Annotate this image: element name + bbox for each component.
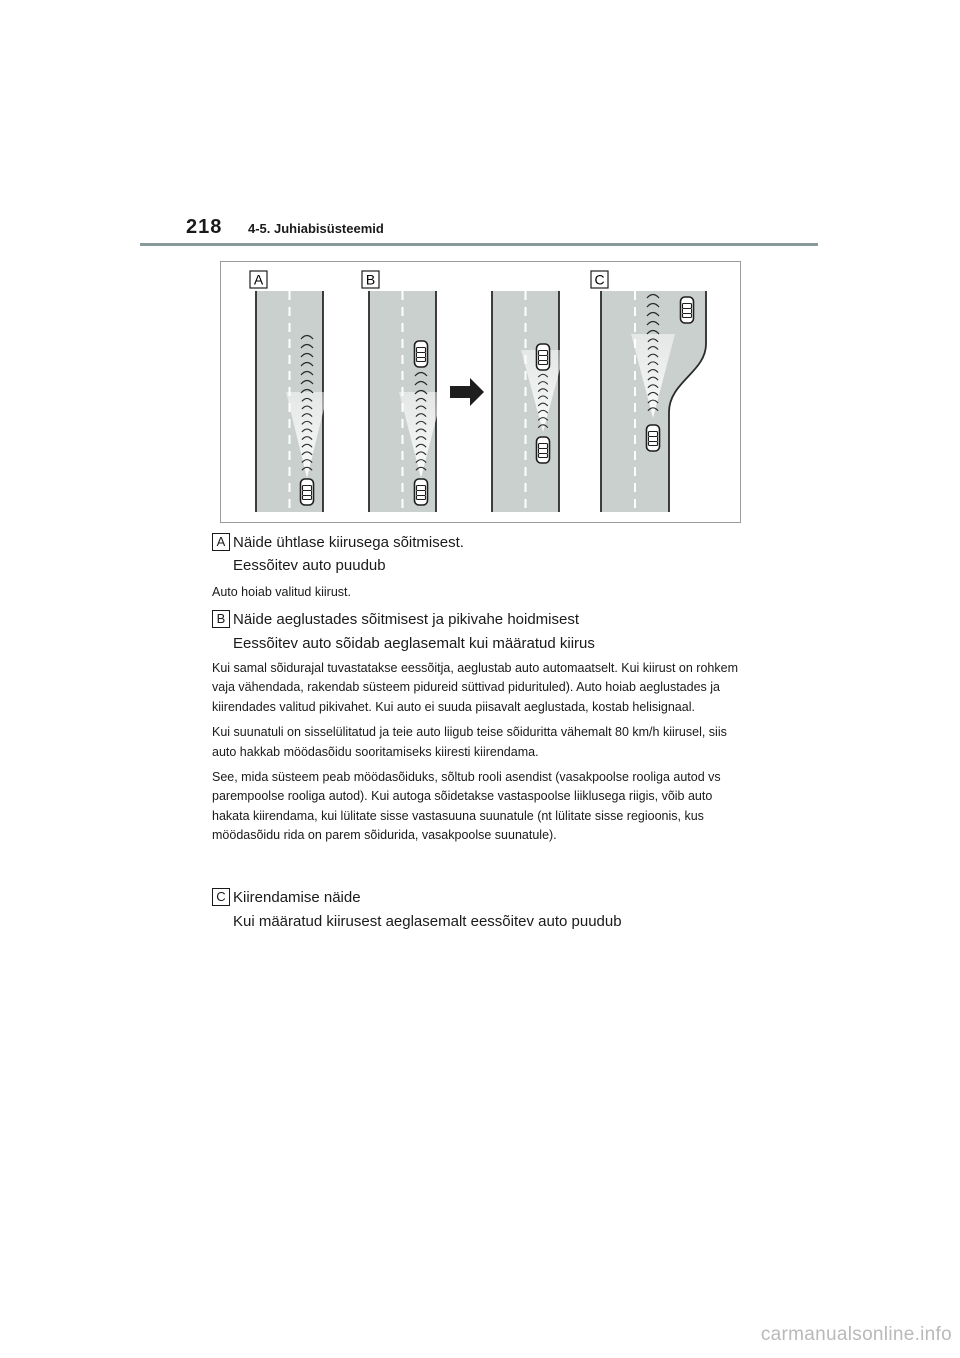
paragraph: Auto hoiab valitud kiirust. <box>212 585 351 599</box>
lead-car-b <box>415 341 428 367</box>
watermark: carmanualsonline.info <box>760 1324 952 1345</box>
page-number: 218 <box>186 216 223 238</box>
svg-text:B: B <box>365 271 376 288</box>
paragraph: See, mida süsteem peab möödasõiduks, sõltub rooli asendist (vasakpoolse rooliga autod vs parempoolse rooliga autod). Kui autoga sõidetakse vastaspoolse liiklusega riigis, võib auto hakata kiirendama, kui lülitate sisse vastasuuna suunatule (nt lülitate sisse regioonis, kus möödasõidu rida on parem sõidurida, vasakpoolse suunatule). <box>212 770 721 843</box>
paragraph: Kui suunatuli on sisselülitatud ja teie auto liigub teise sõiduritta vähemalt 80 km/h kiirusel, siis auto hakkab möödasõidu sooritamiseks kiiresti kiirendama. <box>212 725 727 759</box>
svg-text:A: A <box>253 271 264 288</box>
marker-a: A <box>212 533 230 551</box>
other-car-c <box>681 297 694 323</box>
road-b2 <box>492 291 565 512</box>
lead-car-b2 <box>537 344 550 370</box>
figure-label-b <box>362 271 379 288</box>
item-b-body <box>212 659 752 846</box>
road-a <box>256 291 328 512</box>
svg-text:C: C <box>594 271 605 288</box>
figure-label-c <box>591 271 608 288</box>
item-a-title: Näide ühtlase kiirusega sõitmisest. <box>233 534 464 551</box>
marker-b: B <box>212 610 230 628</box>
road-b <box>369 291 443 512</box>
item-c-title: Kiirendamise näide <box>233 889 361 906</box>
road-c <box>601 291 706 512</box>
road-diagram <box>221 262 740 522</box>
own-car-b2 <box>537 437 550 463</box>
own-car-b <box>415 479 428 505</box>
item-c-subtitle: Kui määratud kiirusest aeglasemalt eessõitev auto puudub <box>233 913 622 930</box>
item-a-subtitle: Eessõitev auto puudub <box>233 557 386 574</box>
item-b-title: Näide aeglustades sõitmisest ja pikivahe hoidmisest <box>233 611 580 628</box>
header-rule <box>140 243 818 246</box>
own-car-c <box>647 425 660 451</box>
own-car-a <box>301 479 314 505</box>
figure-label-a <box>250 271 267 288</box>
section-title: 4-5. Juhiabisüsteemid <box>248 221 384 236</box>
transition-arrow <box>450 378 484 406</box>
paragraph: Kui samal sõidurajal tuvastatakse eessõitja, aeglustab auto automaatselt. Kui kiirust on rohkem vaja vähendada, rakendab süsteem pidureid süttivad pidurituled). Auto hoiab aeglustades ja kiirendades valitud pikivahet. Kui auto ei suuda piisavalt aeglustada, kostab helisignaal. <box>212 661 738 714</box>
marker-c: C <box>212 888 230 906</box>
illustration <box>220 261 741 523</box>
item-a-body <box>212 583 752 602</box>
item-b-subtitle: Eessõitev auto sõidab aeglasemalt kui määratud kiirus <box>233 635 595 652</box>
